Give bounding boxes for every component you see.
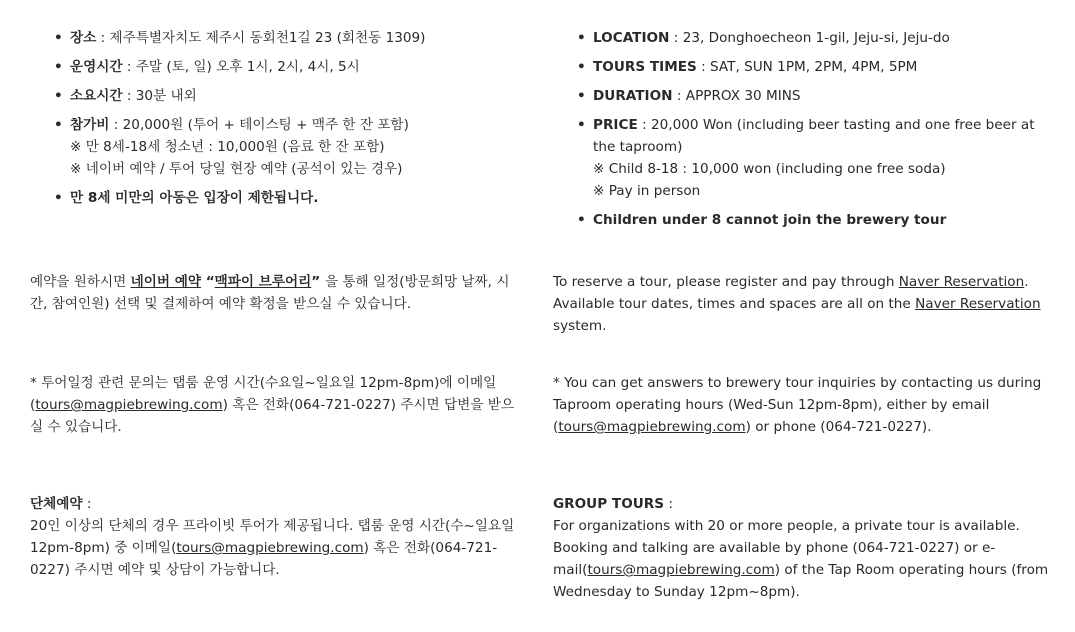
separator: : [122, 59, 136, 75]
duration-value: APPROX 30 MINS [685, 88, 801, 104]
reserve-text-rest: system. [553, 318, 607, 334]
email-link[interactable]: tours@magpiebrewing.com [558, 419, 746, 435]
inquiry-text: * 투어일정 관련 문의는 탭룸 운영 시간(수요일~일요일 12pm-8pm)에 이메일( [30, 375, 497, 413]
times-value: 주말 (토, 일) 오후 1시, 2시, 4시, 5시 [135, 59, 360, 75]
times-value: SAT, SUN 1PM, 2PM, 4PM, 5PM [710, 59, 918, 75]
group-title: 단체예약 [30, 496, 83, 512]
duration-label: DURATION [593, 88, 673, 104]
info-price-ko [54, 114, 524, 180]
duration-label: 소요시간 [70, 88, 123, 104]
info-age-limit-ko [54, 187, 524, 209]
bullet: • [577, 59, 586, 75]
info-price-en [577, 114, 1053, 202]
info-duration-ko [54, 85, 524, 107]
bullet: • [577, 212, 586, 228]
inquiry-paragraph-en [553, 372, 1053, 438]
bullet: • [54, 190, 63, 206]
info-times-en [577, 56, 1053, 78]
group-section-en [553, 493, 1053, 603]
naver-reservation-link[interactable]: 네이버 예약 [130, 274, 201, 290]
group-text-ko [30, 515, 525, 581]
separator: : [637, 117, 651, 133]
price-note-youth: ※ 만 8세-18세 청소년 : 10,000원 (음료 한 잔 포함) [70, 139, 385, 155]
tour-info-list-en [577, 27, 1053, 238]
bullet: • [577, 30, 586, 46]
reservation-paragraph-en [553, 271, 1053, 337]
group-colon: : [82, 496, 92, 512]
separator: : [669, 30, 683, 46]
price-value: 20,000원 (투어 + 테이스팅 + 맥주 한 잔 포함) [122, 117, 409, 133]
group-heading-en [553, 493, 1053, 515]
quote-close: ” [311, 274, 325, 290]
age-limit-text: 만 8세 미만의 아동은 입장이 제한됩니다. [70, 190, 319, 206]
separator: : [696, 59, 711, 75]
location-value: 제주특별자치도 제주시 동회천1길 23 (회천동 1309) [109, 30, 426, 46]
separator: : [122, 88, 136, 104]
separator: : [109, 117, 123, 133]
reserve-text: 예약을 원하시면 [30, 274, 131, 290]
info-times-ko [54, 56, 524, 78]
price-note-child: ※ Child 8-18 : 10,000 won (including one free soda) [593, 161, 946, 177]
location-value: 23, Donghoecheon 1-gil, Jeju-si, Jeju-do [682, 30, 950, 46]
bullet: • [54, 30, 63, 46]
group-heading-ko [30, 493, 525, 515]
separator: : [96, 30, 110, 46]
bullet: • [54, 88, 63, 104]
group-text-rest: ) of the Tap Room operating hours (from Wednesday to Sunday 12pm~8pm). [553, 562, 1049, 600]
group-text: 20인 이상의 단체의 경우 프라이빗 투어가 제공됩니다. 탭룸 운영 시간(수~일요일 12pm-8pm) 중 이메일( [30, 518, 515, 556]
price-note-booking: ※ 네이버 예약 / 투어 당일 현장 예약 (공석이 있는 경우) [70, 161, 403, 177]
times-label: 운영시간 [70, 59, 123, 75]
location-label: LOCATION [593, 30, 670, 46]
price-note-pay: ※ Pay in person [593, 183, 701, 199]
location-label: 장소 [70, 30, 97, 46]
price-label: 참가비 [70, 117, 110, 133]
times-label: TOURS TIMES [593, 59, 697, 75]
email-link[interactable]: tours@magpiebrewing.com [35, 397, 223, 413]
bullet: • [577, 88, 586, 104]
inquiry-text: * You can get answers to brewery tour inquiries by contacting us during Taproom operating hours (Wed-Sun 12pm-8pm), either by email ( [553, 375, 1042, 435]
reserve-text-mid: . Available tour dates, times and spaces are all on the [553, 274, 1029, 312]
info-location-ko [54, 27, 524, 49]
price-label: PRICE [593, 117, 638, 133]
inquiry-text-rest: ) or phone (064-721-0227). [745, 419, 932, 435]
inquiry-paragraph-ko [30, 372, 525, 438]
reserve-text-rest: 을 통해 일정(방문희망 날짜, 시간, 참여인원) 선택 및 결제하여 예약 확정을 받으실 수 있습니다. [30, 274, 510, 312]
naver-reservation-link[interactable]: Naver Reservation [898, 274, 1025, 290]
price-value: 20,000 Won (including beer tasting and one free beer at the taproom) [593, 117, 1035, 155]
group-text-en [553, 515, 1053, 603]
info-duration-en [577, 85, 1053, 107]
age-limit-text: Children under 8 cannot join the brewery tour [593, 212, 947, 228]
group-text: For organizations with 20 or more people, a private tour is available. Booking and talking are available by phone (064-721-0227) or e-mail( [553, 518, 1020, 578]
email-link[interactable]: tours@magpiebrewing.com [587, 562, 775, 578]
group-colon: : [664, 496, 673, 512]
info-location-en [577, 27, 1053, 49]
reserve-text: To reserve a tour, please register and pay through [553, 274, 899, 290]
info-age-limit-en [577, 209, 1053, 231]
tour-info-list-ko [54, 27, 524, 216]
group-title: GROUP TOURS [553, 496, 665, 512]
group-text-rest: ) 혹은 전화(064-721-0227) 주시면 예약 및 상담이 가능합니다. [30, 540, 498, 578]
magpie-brewery-link[interactable]: 맥파이 브루어리 [214, 274, 312, 290]
group-section-ko [30, 493, 525, 581]
bullet: • [577, 117, 586, 133]
quote-open: “ [200, 274, 215, 290]
email-link[interactable]: tours@magpiebrewing.com [176, 540, 364, 556]
bullet: • [54, 59, 63, 75]
naver-reservation-link-2[interactable]: Naver Reservation [915, 296, 1041, 312]
separator: : [672, 88, 686, 104]
duration-value: 30분 내외 [135, 88, 197, 104]
inquiry-text-rest: ) 혹은 전화(064-721-0227) 주시면 답변을 받으실 수 있습니다. [30, 397, 514, 435]
bullet: • [54, 117, 63, 133]
reservation-paragraph-ko [30, 271, 525, 315]
